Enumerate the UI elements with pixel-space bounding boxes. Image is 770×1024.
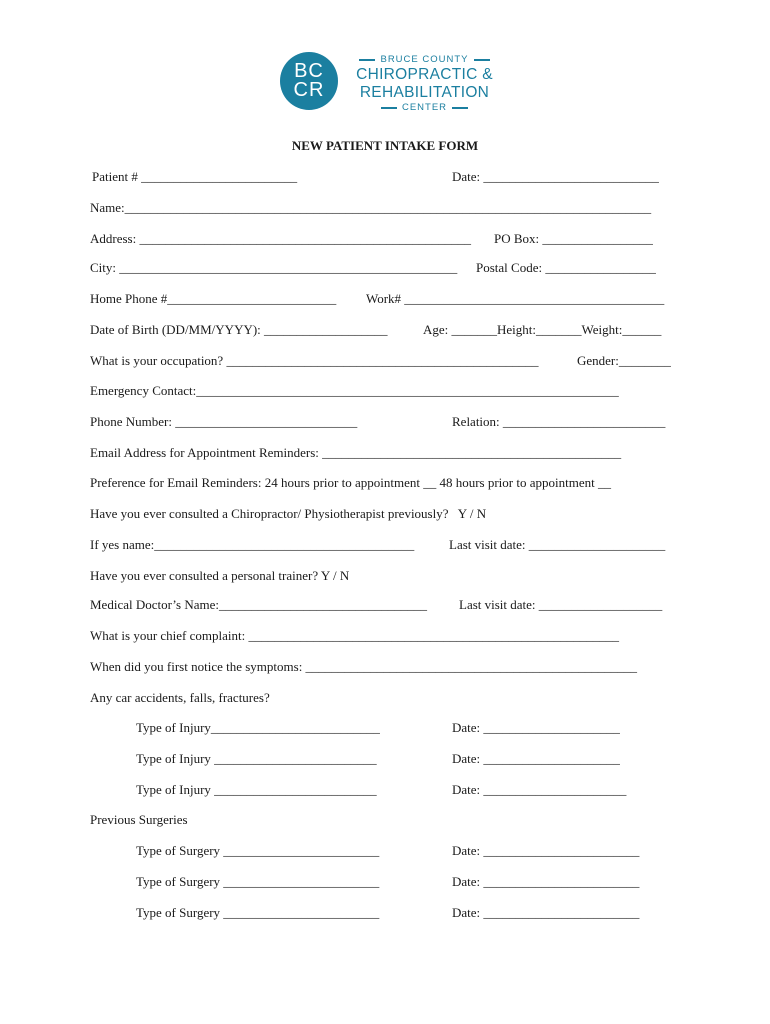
consulted-chiropractor-question[interactable]: Have you ever consulted a Chiropractor/ Physiotherapist previously? Y / N: [90, 506, 487, 521]
surgery-type-field-3[interactable]: Type of Surgery ________________________: [136, 905, 380, 920]
symptoms-onset-field[interactable]: When did you first notice the symptoms: ___________________________________________________: [90, 659, 638, 674]
logo-line-1: BRUCE COUNTY: [380, 54, 469, 65]
injury-type-field-2[interactable]: Type of Injury _________________________: [136, 751, 377, 766]
home-phone-field[interactable]: Home Phone #__________________________: [90, 291, 337, 306]
injury-date-field-1[interactable]: Date: _____________________: [452, 720, 620, 735]
date-field[interactable]: Date: ___________________________: [452, 169, 659, 184]
logo-line-3: REHABILITATION: [359, 84, 490, 101]
phone-number-field[interactable]: Phone Number: ____________________________: [90, 414, 358, 429]
consulted-trainer-question[interactable]: Have you ever consulted a personal trainer? Y / N: [90, 568, 350, 583]
previous-surgeries-heading: Previous Surgeries: [90, 812, 188, 827]
age-height-weight-field[interactable]: Age: _______Height:_______Weight:______: [423, 322, 662, 337]
last-visit-date-field-1[interactable]: Last visit date: _____________________: [449, 537, 666, 552]
name-field[interactable]: Name:_________________________________________________________________________________: [90, 200, 652, 215]
injury-date-field-3[interactable]: Date: ______________________: [452, 782, 627, 797]
injury-type-field-1[interactable]: Type of Injury__________________________: [136, 720, 380, 735]
occupation-field[interactable]: What is your occupation? ________________________________________________: [90, 353, 539, 368]
relation-field[interactable]: Relation: _________________________: [452, 414, 666, 429]
logo-wordmark: [352, 54, 497, 114]
logo-line-2: CHIROPRACTIC &: [356, 66, 493, 83]
logo-monogram: [280, 52, 338, 110]
form-title: NEW PATIENT INTAKE FORM: [291, 138, 479, 153]
email-field[interactable]: Email Address for Appointment Reminders: ______________________________________________: [90, 445, 622, 460]
logo-monogram-top: BC: [294, 60, 324, 82]
email-reminder-preference[interactable]: Preference for Email Reminders: 24 hours prior to appointment __ 48 hours prior to appointment __: [90, 475, 611, 490]
gender-field[interactable]: Gender:________: [577, 353, 671, 368]
surgery-date-field-3[interactable]: Date: ________________________: [452, 905, 640, 920]
last-visit-date-field-2[interactable]: Last visit date: ___________________: [459, 597, 663, 612]
surgery-type-field-2[interactable]: Type of Surgery ________________________: [136, 874, 380, 889]
patient-number-field[interactable]: Patient # ________________________: [92, 169, 298, 184]
postal-code-field[interactable]: Postal Code: _________________: [476, 260, 656, 275]
surgery-date-field-2[interactable]: Date: ________________________: [452, 874, 640, 889]
previous-practitioner-name-field[interactable]: If yes name:________________________________________: [90, 537, 415, 552]
surgery-type-field-1[interactable]: Type of Surgery ________________________: [136, 843, 380, 858]
injury-date-field-2[interactable]: Date: _____________________: [452, 751, 620, 766]
emergency-contact-field[interactable]: Emergency Contact:_________________________________________________________________: [90, 383, 619, 398]
clinic-logo: [280, 52, 500, 114]
work-phone-field[interactable]: Work# ________________________________________: [366, 291, 665, 306]
medical-doctor-name-field[interactable]: Medical Doctor’s Name:________________________________: [90, 597, 427, 612]
logo-monogram-bottom: CR: [293, 79, 325, 101]
po-box-field[interactable]: PO Box: _________________: [494, 231, 653, 246]
injury-type-field-3[interactable]: Type of Injury _________________________: [136, 782, 377, 797]
accidents-heading: Any car accidents, falls, fractures?: [90, 690, 270, 705]
address-field[interactable]: Address: ___________________________________________________: [90, 231, 471, 246]
surgery-date-field-1[interactable]: Date: ________________________: [452, 843, 640, 858]
chief-complaint-field[interactable]: What is your chief complaint: _________________________________________________________: [90, 628, 619, 643]
logo-line-4: CENTER: [401, 102, 448, 113]
city-field[interactable]: City: ____________________________________________________: [90, 260, 458, 275]
date-of-birth-field[interactable]: Date of Birth (DD/MM/YYYY): ___________________: [90, 322, 388, 337]
